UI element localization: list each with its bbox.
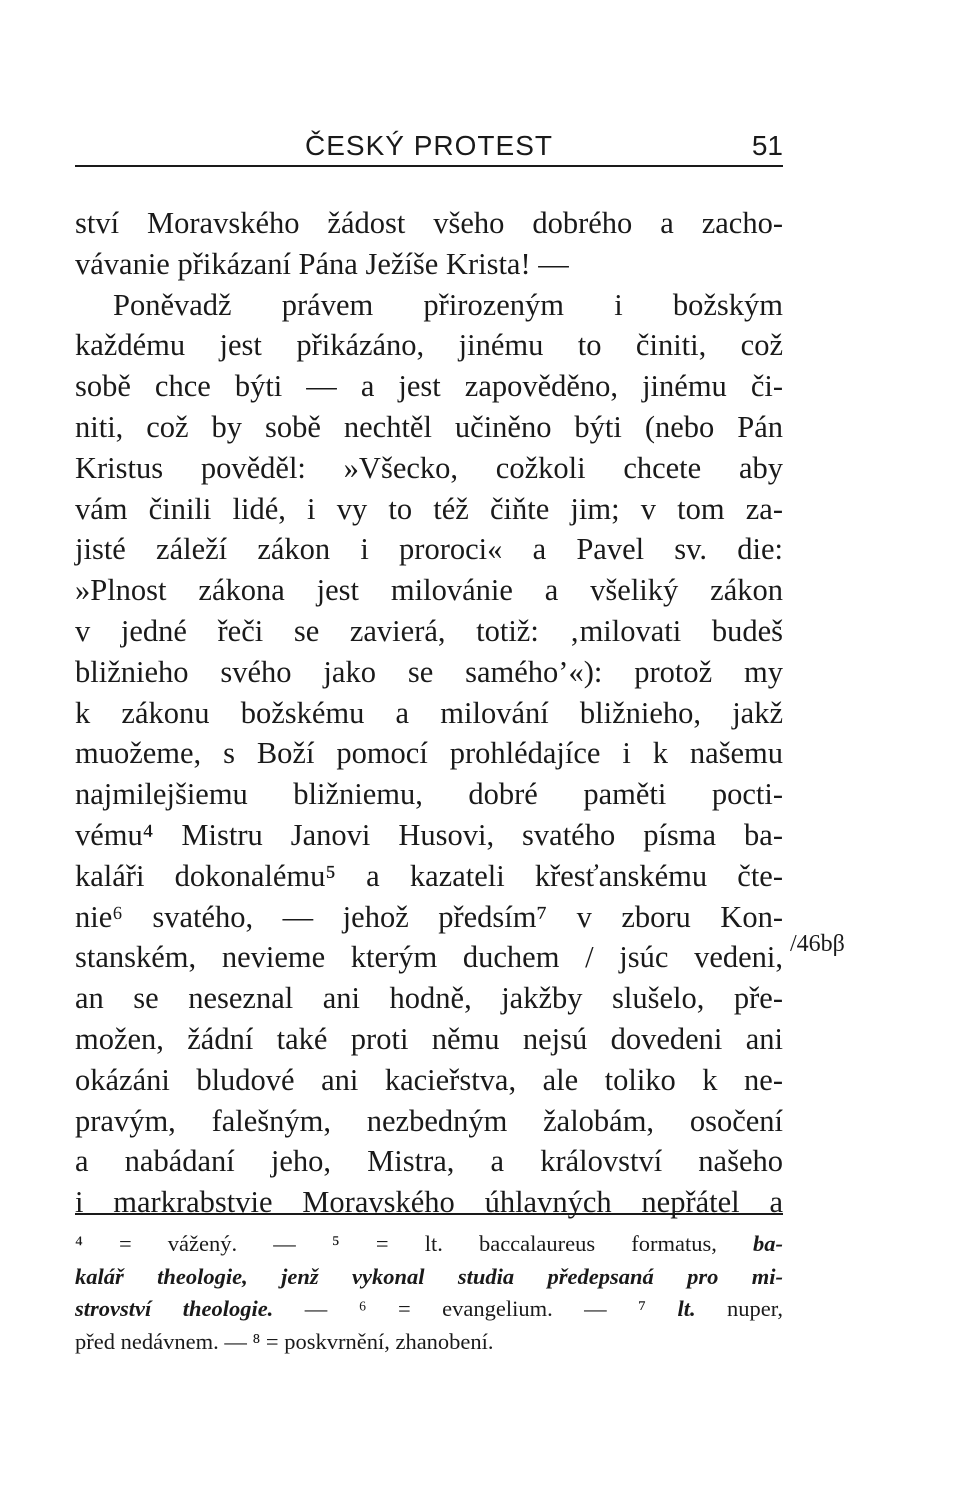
text-line: sobě chce býti — a jest zapověděno, jinému či- [75, 369, 783, 404]
text-line: možen, žádní také proti němu nejsú dovedeni ani [75, 1021, 783, 1056]
page-number: 51 [751, 130, 783, 161]
footnote-text: nuper, [727, 1296, 783, 1321]
footnote-text: ⁴ = vážený. — ⁵ = lt. baccalaureus formatus, [75, 1231, 717, 1256]
text-line: nie⁶ svatého, — jehož předsím⁷ v zboru Kon- [75, 899, 783, 934]
footnote-line: před nedávnem. — ⁸ = poskvrnění, zhanobení. [75, 1328, 494, 1354]
body-text [75, 203, 783, 1223]
text-line: stanském, nevieme kterým duchem / jsúc vedeni, [75, 940, 783, 975]
text-line: najmilejšiemu bližniemu, dobré paměti pocti- [75, 777, 783, 812]
running-head: ČESKÝ PROTEST [305, 130, 553, 161]
text-line: muožeme, s Boží pomocí prohlédajíce i k našemu [75, 736, 783, 771]
text-line: jisté záleží zákon i proroci« a Pavel sv. die: [75, 532, 783, 567]
text-line: niti, což by sobě nechtěl učiněno býti (nebo Pán [75, 409, 783, 444]
header-rule [75, 165, 783, 167]
text-line: v jedné řeči se zavierá, totiž: ‚milovati budeš [75, 613, 783, 648]
text-line: »Plnost zákona jest milovánie a všeliký zákon [75, 573, 783, 608]
footnote-rule [75, 1213, 783, 1215]
text-line: Kristus pověděl: »Všecko, cožkoli chcete aby [75, 450, 783, 485]
footnote-italic: ba- [753, 1231, 784, 1256]
footnote-italic: kalář theologie, jenž vykonal studia předepsaná pro mi- [75, 1263, 783, 1289]
page-header [75, 128, 783, 168]
footnote-italic: strovství theologie. [75, 1296, 274, 1321]
footnote-italic: lt. [677, 1296, 696, 1321]
text-line: a nabádaní jeho, Mistra, a království našeho [75, 1144, 783, 1179]
text-line: i markrabstvie Moravského úhlavných nepřátel a [75, 1185, 783, 1220]
footnote-line [75, 1228, 783, 1261]
footnote-line [75, 1293, 783, 1326]
text-line: pravým, falešným, nezbedným žalobám, osočení [75, 1103, 783, 1138]
text-line: vám činili lidé, i vy to též čiňte jim; v tom za- [75, 491, 783, 526]
footnote-text: — ⁶ = evangelium. — ⁷ [304, 1296, 646, 1321]
text-line: an se neseznal ani hodně, jakžby slušelo, pře- [75, 981, 783, 1016]
text-line: vávanie přikázaní Pána Ježíše Krista! — [75, 246, 569, 281]
text-line: kaláři dokonalému⁵ a kazateli křesťanskému čte- [75, 858, 783, 893]
footnote-line [75, 1261, 783, 1294]
text-line: ství Moravského žádost všeho dobrého a zacho- [75, 206, 783, 240]
footnotes [75, 1228, 783, 1358]
margin-note: /46bβ [790, 931, 845, 957]
text-line: k zákonu božskému a milování bližnieho, jakž [75, 695, 783, 730]
text-line: okázáni bludové ani kacieřstva, ale toliko k ne- [75, 1062, 783, 1097]
text-line: bližnieho svého jako se samého’«): protož my [75, 654, 783, 689]
text-line: každému jest přikázáno, jinému to činiti, což [75, 328, 783, 363]
text-line: Poněvadž právem přirozeným i božským [113, 287, 783, 322]
text-line: vému⁴ Mistru Janovi Husovi, svatého písma ba- [75, 817, 783, 852]
